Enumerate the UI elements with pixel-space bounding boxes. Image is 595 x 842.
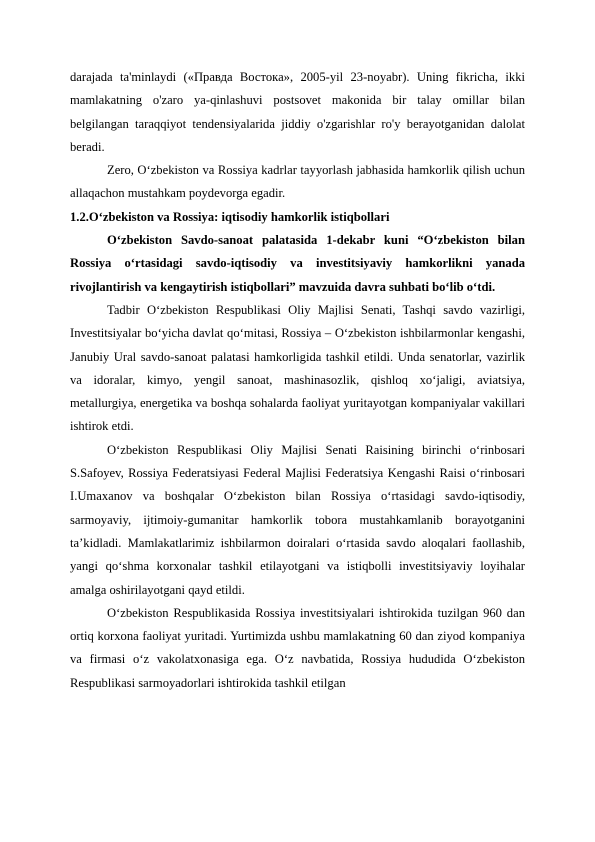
section-heading: 1.2.O‘zbekiston va Rossiya: iqtisodiy hamkorlik istiqbollari xyxy=(70,209,390,224)
paragraph-zero: Zero, O‘zbekiston va Rossiya kadrlar tayyorlash jabhasida hamkorlik qilish uchun allaqachon mustahkam poydevorga egadir. xyxy=(70,163,525,201)
paragraph-senate: O‘zbekiston Respublikasi Oliy Majlisi Senati Raisining birinchi o‘rinbosari S.Safoyev, Rossiya Federatsiyasi Federal Majlisi Federatsiya Kengashi Raisi o‘rinbosari I.Umaxanov va boshqalar O‘zbekiston bilan Rossiya o‘rtasidagi savdo-iqtisodiy, sarmoyaviy, ijtimoiy-gumanitar hamkorlik tobora mustahkamlanib borayotganini ta’kidladi. Mamlakatlarimiz ishbilarmon doiralari o‘rtasida savdo aloqalari faollashib, yangi qo‘shma korxonalar tashkil etilayotgani va istiqbolli investitsiyaviy loyihalar amalga oshirilayotgani qayd etildi. xyxy=(70,442,525,597)
paragraph-tadbir: Tadbir O‘zbekiston Respublikasi Oliy Majlisi Senati, Tashqi savdo vazirligi, Investitsiyalar bo‘yicha davlat qo‘mitasi, Rossiya – O‘zbekiston ishbilarmonlar kengashi, Janubiy Ural savdo-sanoat palatasi hamkorligida tashkil etildi. Unda senatorlar, vazirlik va idoralar, kimyo, yengil sanoat, mashinasozlik, qishloq xo‘jaligi, aviatsiya, metallurgiya, energetika va boshqa sohalarda faoliyat yuritayotgan kompaniyalar vakillari ishtirok etdi. xyxy=(70,302,525,434)
paragraph-intro: darajada ta'minlaydi («Правда Востока», 2005-yil 23-noyabr). Uning fikricha, ikki mamlakatning o'zaro ya-qinlashuvi postsovet makonida bir talay omillar bilan belgilangan taraqqiyot tendensiyalarida jiddiy o'zgarishlar ro'y berayotganidan dalolat beradi. xyxy=(70,70,525,154)
paragraph-investments: O‘zbekiston Respublikasida Rossiya investitsiyalari ishtirokida tuzilgan 960 dan ortiq korxona faoliyat yuritadi. Yurtimizda ushbu mamlakatning 60 dan ziyod kompaniya va firmasi o‘z vakolatxonasiga ega. O‘z navbatida, Rossiya hududida O‘zbekiston Respublikasi sarmoyadorlari ishtirokida tashkil etilgan xyxy=(70,605,525,690)
document-page xyxy=(70,66,525,695)
lead-paragraph: O‘zbekiston Savdo-sanoat palatasida 1-dekabr kuni “O‘zbekiston bilan Rossiya o‘rtasidagi savdo-iqtisodiy va investitsiyaviy hamkorlikni yanada rivojlantirish va kengaytirish istiqbollari” mavzuida davra suhbati bo‘lib o‘tdi. xyxy=(70,233,525,294)
